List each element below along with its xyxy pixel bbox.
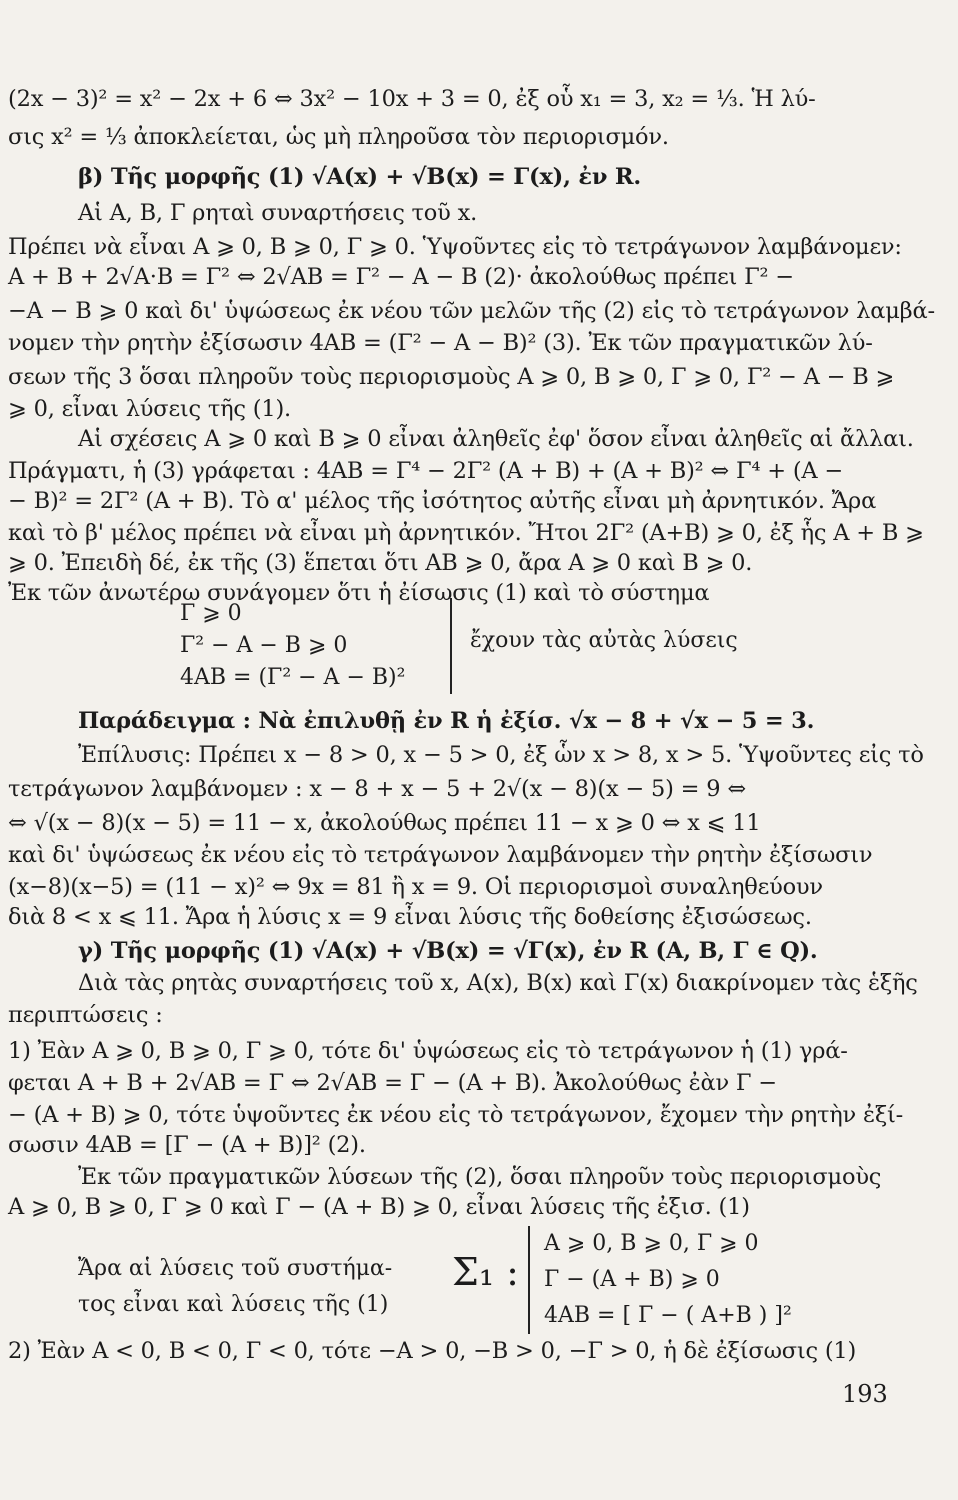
- text-line: ⇔ √(x − 8)(x − 5) = 11 − x, ἀκολούθως πρέπει 11 − x ⩾ 0 ⇔ x ⩽ 11: [8, 810, 761, 836]
- text-line: ⩾ 0. Ἐπειδὴ δέ, ἐκ τῆς (3) ἕπεται ὅτι ΑΒ ⩾ 0, ἄρα Α ⩾ 0 καὶ Β ⩾ 0.: [8, 550, 753, 576]
- text-line: σις x² = ⅓ ἀποκλείεται, ὡς μὴ πληροῦσα τὸν περιορισμόν.: [8, 124, 669, 150]
- text-line: Πρέπει νὰ εἶναι Α ⩾ 0, Β ⩾ 0, Γ ⩾ 0. Ὑψοῦντες εἰς τὸ τετράγωνον λαμβάνομεν:: [8, 234, 902, 260]
- text-line: φεται Α + Β + 2√ΑΒ = Γ ⇔ 2√ΑΒ = Γ − (Α + Β). Ἀκολούθως ἐὰν Γ −: [8, 1070, 777, 1096]
- text-line: περιπτώσεις :: [8, 1002, 163, 1028]
- equation-system-2: [528, 1226, 884, 1334]
- text-line: τετράγωνον λαμβάνομεν : x − 8 + x − 5 + 2√(x − 8)(x − 5) = 9 ⇔: [8, 776, 746, 802]
- text-line: νομεν τὴν ρητὴν ἐξίσωσιν 4ΑΒ = (Γ² − Α − Β)² (3). Ἐκ τῶν πραγματικῶν λύ-: [8, 330, 873, 356]
- text-line: (x−8)(x−5) = (11 − x)² ⇔ 9x = 81 ἢ x = 9. Οἱ περιορισμοὶ συναληθεύουν: [8, 874, 823, 900]
- system-row: Γ ⩾ 0: [180, 601, 242, 626]
- text-line: διὰ 8 < x ⩽ 11. Ἄρα ἡ λύσις x = 9 εἶναι λύσις τῆς δοθείσης ἐξισώσεως.: [8, 904, 812, 930]
- text-line: Ἐκ τῶν πραγματικῶν λύσεων τῆς (2), ὅσαι πληροῦν τοὺς περιορισμοὺς: [78, 1164, 882, 1190]
- system-lead-line: Ἄρα αἱ λύσεις τοῦ συστήμα-: [78, 1256, 393, 1281]
- section-heading-b: β) Τῆς μορφῆς (1) √A(x) + √B(x) = Γ(x), ἐν R.: [78, 164, 642, 190]
- example-heading: Παράδειγμα : Νὰ ἐπιλυθῇ ἐν R ἡ ἐξίσ. √x − 8 + √x − 5 = 3.: [78, 708, 815, 734]
- system-row: Α ⩾ 0, Β ⩾ 0, Γ ⩾ 0: [544, 1231, 759, 1256]
- text-line: καὶ τὸ β' μέλος πρέπει νὰ εἶναι μὴ ἀρνητικόν. Ἤτοι 2Γ² (Α+Β) ⩾ 0, ἐξ ἧς Α + Β ⩾: [8, 520, 924, 546]
- text-line: 2) Ἐὰν Α < 0, Β < 0, Γ < 0, τότε −Α > 0, −Β > 0, −Γ > 0, ἡ δὲ ἐξίσωσις (1): [8, 1338, 857, 1364]
- text-line: σεων τῆς 3 ὅσαι πληροῦν τοὺς περιορισμοὺς Α ⩾ 0, Β ⩾ 0, Γ ⩾ 0, Γ² − Α − Β ⩾: [8, 364, 895, 390]
- text-line: −Α − Β ⩾ 0 καὶ δι' ὑψώσεως ἐκ νέου τῶν μελῶν τῆς (2) εἰς τὸ τετράγωνον λαμβά-: [8, 298, 935, 324]
- system-note: ἔχουν τὰς αὐτὰς λύσεις: [470, 628, 738, 653]
- text-line: Α + Β + 2√Α·Β = Γ² ⇔ 2√ΑΒ = Γ² − Α − Β (2)· ἀκολούθως πρέπει Γ² −: [8, 264, 794, 290]
- text-line: − Β)² = 2Γ² (Α + Β). Τὸ α' μέλος τῆς ἰσότητος αὐτῆς εἶναι μὴ ἀρνητικόν. Ἄρα: [8, 488, 877, 514]
- text-line: Ἐπίλυσις: Πρέπει x − 8 > 0, x − 5 > 0, ἐξ ὧν x > 8, x > 5. Ὑψοῦντες εἰς τὸ: [78, 742, 924, 768]
- section-heading-c: γ) Τῆς μορφῆς (1) √A(x) + √B(x) = √Γ(x), ἐν R (A, B, Γ ∈ Q).: [78, 938, 818, 964]
- text-line: ⩾ 0, εἶναι λύσεις τῆς (1).: [8, 396, 291, 422]
- system-row: Γ − (Α + Β) ⩾ 0: [544, 1267, 720, 1292]
- equation-system-1: [180, 598, 452, 694]
- text-line: Αἱ Α, Β, Γ ρηταὶ συναρτήσεις τοῦ x.: [78, 200, 478, 226]
- text-line: Α ⩾ 0, Β ⩾ 0, Γ ⩾ 0 καὶ Γ − (Α + Β) ⩾ 0, εἶναι λύσεις τῆς ἐξισ. (1): [8, 1194, 750, 1220]
- page-number: 193: [842, 1380, 888, 1408]
- text-line: σωσιν 4ΑΒ = [Γ − (Α + Β)]² (2).: [8, 1132, 366, 1158]
- sigma-symbol: Σ₁ :: [452, 1250, 519, 1294]
- text-line: Ἐκ τῶν ἀνωτέρω συνάγομεν ὅτι ἡ ἐίσωσις (1) καὶ τὸ σύστημα: [8, 580, 710, 606]
- text-line: − (Α + Β) ⩾ 0, τότε ὑψοῦντες ἐκ νέου εἰς τὸ τετράγωνον, ἔχομεν τὴν ρητὴν ἐξί-: [8, 1102, 904, 1128]
- text-line: 1) Ἐὰν Α ⩾ 0, Β ⩾ 0, Γ ⩾ 0, τότε δι' ὑψώσεως εἰς τὸ τετράγωνον ἡ (1) γρά-: [8, 1038, 848, 1064]
- text-line: Αἱ σχέσεις Α ⩾ 0 καὶ Β ⩾ 0 εἶναι ἀληθεῖς ἐφ' ὅσον εἶναι ἀληθεῖς αἱ ἄλλαι.: [78, 426, 914, 452]
- system-lead-line: τος εἶναι καὶ λύσεις τῆς (1): [78, 1292, 389, 1317]
- text-line: Πράγματι, ἡ (3) γράφεται : 4ΑΒ = Γ⁴ − 2Γ² (Α + Β) + (Α + Β)² ⇔ Γ⁴ + (Α −: [8, 458, 844, 484]
- text-line: (2x − 3)² = x² − 2x + 6 ⇔ 3x² − 10x + 3 = 0, ἐξ οὗ x₁ = 3, x₂ = ⅓. Ἡ λύ-: [8, 86, 816, 112]
- system-row: Γ² − Α − Β ⩾ 0: [180, 633, 348, 658]
- system-row: 4ΑΒ = [ Γ − ( Α+Β ) ]²: [544, 1303, 792, 1328]
- system-row: 4ΑΒ = (Γ² − Α − Β)²: [180, 665, 406, 690]
- text-line: καὶ δι' ὑψώσεως ἐκ νέου εἰς τὸ τετράγωνον λαμβάνομεν τὴν ρητὴν ἐξίσωσιν: [8, 842, 873, 868]
- text-line: Διὰ τὰς ρητὰς συναρτήσεις τοῦ x, Α(x), Β(x) καὶ Γ(x) διακρίνομεν τὰς ἑξῆς: [78, 970, 918, 996]
